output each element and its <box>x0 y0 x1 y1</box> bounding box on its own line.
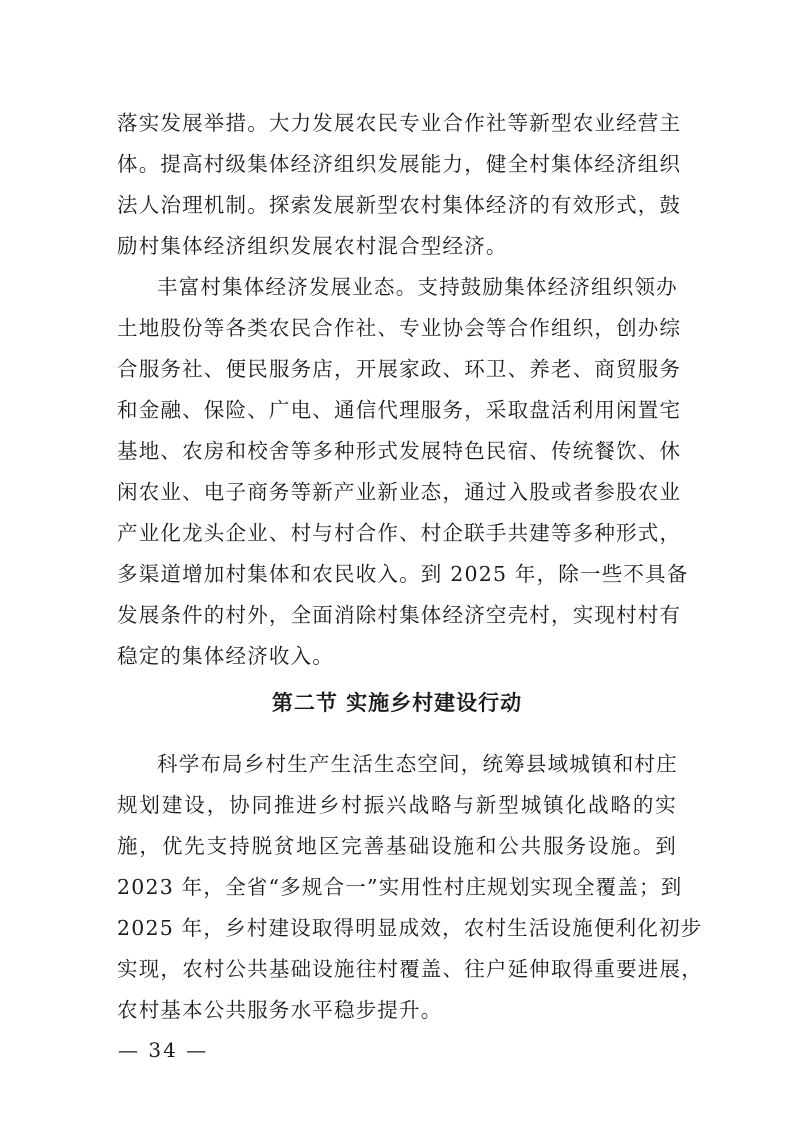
paragraph-line: 和金融、保险、广电、通信代理服务，采取盘活利用闲置宅 <box>117 398 682 422</box>
paragraph-line: 农村基本公共服务水平稳步提升。 <box>117 998 443 1022</box>
paragraph-line: 丰富村集体经济发展业态。支持鼓励集体经济组织领办 <box>157 275 678 299</box>
page-number: — 34 — <box>118 1038 209 1062</box>
paragraph-line: 合服务社、便民服务店，开展家政、环卫、养老、商贸服务 <box>117 357 682 381</box>
paragraph-line: 2025 年，乡村建设取得明显成效，农村生活设施便利化初步 <box>117 916 703 940</box>
paragraph-line: 产业化龙头企业、村与村合作、村企联手共建等多种形式， <box>117 521 682 545</box>
paragraph-line: 多渠道增加村集体和农民收入。到 2025 年，除一些不具备 <box>117 562 689 586</box>
paragraph-line: 科学布局乡村生产生活生态空间，统筹县域城镇和村庄 <box>157 752 678 776</box>
paragraph-line: 规划建设，协同推进乡村振兴战略与新型城镇化战略的实 <box>117 793 677 817</box>
paragraph-line: 实现，农村公共基础设施往村覆盖、往户延伸取得重要进展， <box>117 957 703 981</box>
paragraph-line: 基地、农房和校舍等多种形式发展特色民宿、传统餐饮、休 <box>117 439 682 463</box>
paragraph-line: 稳定的集体经济收入。 <box>117 644 334 668</box>
section-heading: 第二节 实施乡村建设行动 <box>271 691 523 715</box>
paragraph-line: 励村集体经济组织发展农村混合型经济。 <box>117 234 508 258</box>
paragraph-line: 闲农业、电子商务等新产业新业态，通过入股或者参股农业 <box>117 480 682 504</box>
paragraph-line: 2023 年，全省“多规合一”实用性村庄规划实现全覆盖；到 <box>117 875 683 899</box>
paragraph-line: 体。提高村级集体经济组织发展能力，健全村集体经济组织 <box>117 152 682 176</box>
paragraph-line: 法人治理机制。探索发展新型农村集体经济的有效形式，鼓 <box>117 193 682 217</box>
paragraph-line: 施，优先支持脱贫地区完善基础设施和公共服务设施。到 <box>117 834 677 858</box>
paragraph-line: 土地股份等各类农民合作社、专业协会等合作组织，创办综 <box>117 316 682 340</box>
paragraph-line: 落实发展举措。大力发展农民专业合作社等新型农业经营主 <box>117 111 682 135</box>
paragraph-line: 发展条件的村外，全面消除村集体经济空壳村，实现村村有 <box>117 603 682 627</box>
